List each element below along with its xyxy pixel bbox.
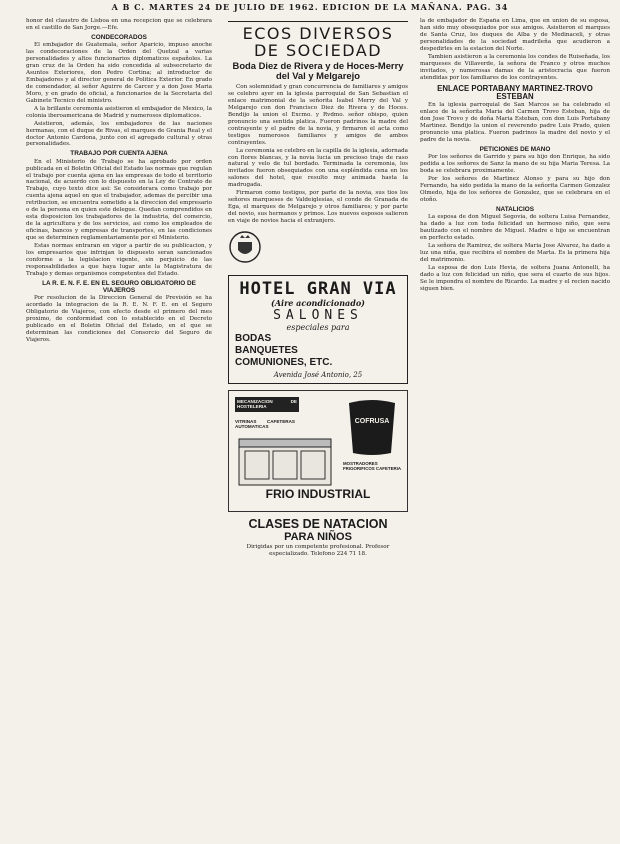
- ad-caption: MECANIZACION DE HOSTELERIA: [235, 397, 299, 412]
- page-header: A B C. MARTES 24 DE JULIO DE 1962. EDICION DE LA MAÑANA. PAG. 34: [111, 2, 509, 12]
- ad-text: Dirigidas por un competente profesional. Profesor especializado. Telefono 224 71 18.: [246, 543, 390, 557]
- column-3: [420, 18, 610, 836]
- paragraph: La esposa de don Miguel Segovia, de soltera Luisa Fernandez, ha dado a luz con toda felicidad un hermoso niño, que sera bautizado con el nombre de Miguel. Madre e hijo se encuentran en perfecto estado.: [420, 214, 610, 242]
- paragraph: En el Ministerio de Trabajo se ha aprobado por orden publicada en el Boletin Oficial del Estado las normas que regulan el trabajo por cuenta ajena en las empresas de todo el territorio nacional, de acuerdo con lo dispuesto en la Ley de Contrato de Trabajo, cuyo texto dice asi: Se considerara como trabajo por cuenta ajena aquel en que el trabajador, ademas de percibir una retribucion, se encuentra sometido a la direccion del empresario o de la persona en quien este delegue. Quedan comprendidos en esta disposicion los trabajadores de la industria, del comercio, de la agricultura y de los servicios, asi como los empleados de oficinas, bancos y empresas de transportes, en las condiciones que se determinen reglamentariamente por el Ministerio.: [26, 158, 212, 242]
- paragraph: la de embajador de España en Lima, que en union de su esposa, han sido muy obsequiados por sus amigos. Asistieron el marques de Santa Cruz, los duques de Alba y de Medinaceli, y otras personalidades de la sociedad madrileña que acudieron a despedirles en la estacion del Norte.: [420, 18, 610, 52]
- ad-subtitle: PARA NIÑOS: [284, 530, 352, 543]
- paragraph: A la brillante ceremonia asistieron el embajador de Mexico, la colonia iberoamericana de Madrid y numerosos diplomaticos.: [26, 105, 212, 119]
- ad-caption: MOSTRADORES FRIGORIFICOS CAFETERIA: [343, 460, 402, 472]
- refrigerator-counter-icon: [237, 435, 337, 489]
- paragraph: Con solemnidad y gran concurrencia de familiares y amigos se celebro ayer en la iglesia parroquial de San Sebastian el enlace matrimonial de la señorita Isabel Merry del Val y Melgarejo con don Francisco Diez de Rivera y de Hoces. Bendijo la union el Excmo. y Rvdmo. señor obispo, quien pronuncio una sentida platica. Fueron padrinos la madre del contrayente y el padre de la novia, y firmaron el acta como testigos numerosos familiares y amigos de ambos contrayentes.: [228, 84, 408, 146]
- paragraph: La ceremonia se celebro en la capilla de la iglesia, adornada con flores blancas, y la novia lucia un precioso traje de raso natural y velo de tul bordado. Terminada la ceremonia, los invitados fueron obsequiados con una espléndida cena en los salones del hotel, que resulto muy animada hasta la madrugada.: [228, 147, 408, 189]
- paragraph: En la iglesia parroquial de San Marcos se ha celebrado el enlace de la señorita Maria del Carmen Trovo Esteban, hija de don Jose Trovo y de doña Maria Esteban, con don Luis Portabany Martinez. Bendijo la union el reverendo padre Luis Prado, quien pronuncio una platica. Fueron padrinos la madre del novio y el padre de la novia.: [420, 102, 610, 144]
- paragraph: honor del claustro de Lisboa en una recepcion que se celebrara en el castillo de San Jorge.—Efe.: [26, 18, 212, 31]
- heading-natalicios: NATALICIOS: [495, 205, 535, 213]
- crest-icon: [228, 230, 262, 264]
- heading-peticiones: PETICIONES DE MANO: [479, 146, 551, 154]
- ad-title: FRIO INDUSTRIAL: [265, 486, 371, 501]
- paragraph: Asistieron, además, los embajadores de las naciones hermanas, con el duque de Rivas, el marques de Grania Real y el doctor Antonio Cardona, junto con el agregado cultural y otras personalidades.: [26, 120, 212, 148]
- hotel-especiales: especiales para: [286, 322, 350, 332]
- hotel-comuniones: COMUNIONES, ETC.: [235, 356, 333, 368]
- frio-industrial-advert: [228, 390, 408, 512]
- hotel-bodas: BODAS: [235, 332, 272, 344]
- heading-condecorados: CONDECORADOS: [91, 33, 147, 41]
- column-1: [26, 18, 212, 836]
- hotel-banquetes: BANQUETES: [235, 344, 298, 356]
- ad-caption: VITRINAS CAFETERAS AUTOMATICAS: [235, 418, 295, 430]
- paragraph: La señora de Ramirez, de soltera Maria Jose Alvarez, ha dado a luz una niña, que recibira el nombre de Marta. Es la primera hija del matrimonio.: [420, 243, 610, 263]
- hotel-address: Avenida José Antonio, 25: [273, 370, 363, 379]
- brand-name: COFRUSA: [354, 417, 390, 425]
- column-2: [228, 18, 408, 836]
- heading-renfe: LA R. E. N. F. E. EN EL SEGURO OBLIGATORIO DE VIAJEROS: [42, 279, 196, 295]
- paragraph: Por resolucion de la Direccion General de Previsión se ha acordado la integracion de la R. E. N. F. E. en el Seguro Obligatorio de Viajeros, con efecto desde el primero del mes proximo, de conformidad con lo establecido en el Decreto publicado en el Boletin Oficial del Estado, en el que se determinan las condiciones del Consorcio del Seguro de Viajeros.: [26, 295, 212, 343]
- natacion-advert: [228, 518, 408, 558]
- heading-enlace: ENLACE PORTABANY MARTINEZ-TROVO ESTEBAN: [437, 83, 593, 101]
- article-headline: Boda Diez de Rivera y de Hoces-Merry del Val y Melgarejo: [232, 60, 404, 81]
- hotel-subtitle: (Aire acondicionado): [271, 298, 365, 309]
- hotel-name: HOTEL GRAN VIA: [239, 279, 397, 300]
- paragraph: La esposa de don Luis Hevia, de soltera Juana Antonelli, ha dado a luz con felicidad un niño, que sera el cuarto de sus hijos. Se le impondra el nombre de Ricardo. La madre y el recien nacido siguen bien.: [420, 264, 610, 292]
- section-title: ECOS DIVERSOS DE SOCIEDAD: [242, 24, 394, 60]
- cofrusa-logo-icon: [345, 397, 399, 457]
- paragraph: Estas normas entraran en vigor a partir de su publicacion, y los empresarios que infrinjan lo dispuesto seran sancionados conforme a la legislacion vigente, sin perjuicio de las responsabilidades a que haya lugar ante la Magistratura de Trabajo y demas organismos competentes del Estado.: [26, 243, 212, 277]
- hotel-salones: SALONES: [273, 307, 363, 323]
- paragraph: Firmaron como testigos, por parte de la novia, sus tios los señores marqueses de Valdeiglesias, el conde de Granada de Ega, el marques de Melgarejo y otros familiares; y por parte del novio, sus hermanos y primos. Los nuevos esposos salieron en viaje de novios hacia el extranjero.: [228, 190, 408, 225]
- divider: [228, 21, 408, 22]
- heading-trabajo: TRABAJO POR CUENTA AJENA: [70, 150, 168, 158]
- ad-title: CLASES DE NATACION: [248, 516, 388, 531]
- paragraph: El embajador de Guatemala, señor Aparicio, impuso anoche las condecoraciones de la Orden del Quetzal a varias personalidades y altos funcionarios diplomaticos españoles. La gran cruz de la Orden ha sido concedida al subsecretario de Asuntos Exteriores, don Pedro Cortina; al introductor de Embajadores y al director general de Politica Exterior. En grado de comendador, al señor Aguirre de Carcer y a don Jose Maria Moro, y en grado de oficial, a funcionarios de la Secretaria del Gabinete Tecnico del ministro.: [26, 42, 212, 104]
- paragraph: Por los señores de Martinez Alonso y para su hijo don Fernando, ha sido pedida la mano de la señorita Carmen Gonzalez Olmedo, hija de los señores de Gonzalez, que se celebrara en el otoño.: [420, 176, 610, 204]
- paragraph: Por los señores de Garrido y para su hijo don Enrique, ha sido pedida a los señores de Sanz la mano de su hija Maria Teresa. La boda se celebrara proximamente.: [420, 154, 610, 175]
- hotel-advert: [228, 275, 408, 384]
- paragraph: Tambien asistieron a la ceremonia los condes de Ruiseñada, los marqueses de Villaverde, la señora de Franco y otros muchos invitados, y numerosas damas de la aristocracia que fueron atendidas por los familiares de los contrayentes.: [420, 53, 610, 81]
